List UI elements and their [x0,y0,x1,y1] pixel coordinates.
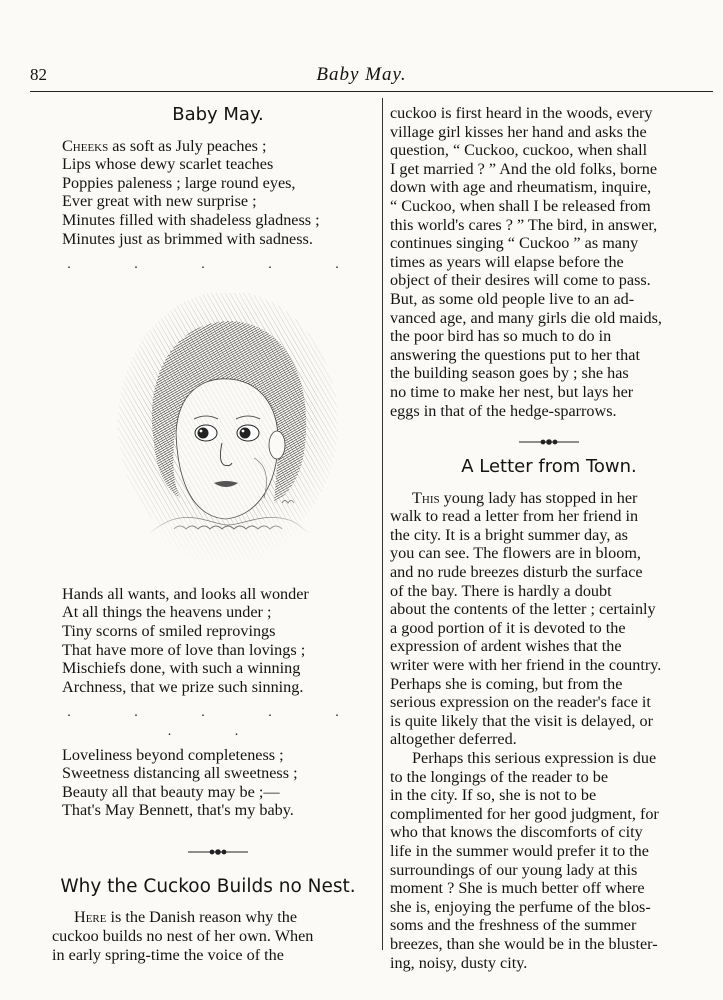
prose-line: moment ? She is much better off where [390,879,645,898]
prose-line: soms and the freshness of the summer [390,916,637,935]
verse-line: That's May Bennett, that's my baby. [62,801,294,820]
prose-line: “ Cuckoo, when shall I be released from [390,196,651,215]
prose-line: complimented for her good judgment, for [390,804,659,823]
poem-title: Baby May. [172,104,264,125]
prose-line: in early spring-time the voice of the [52,945,284,964]
verse-line: Mischiefs done, with such a winning [62,659,301,678]
prose-line: Perhaps she is coming, but from the [390,674,623,693]
verse-line: Poppies paleness ; large round eyes, [62,173,296,192]
verse-line: Tiny scorns of smiled reprovings [62,621,276,640]
prose-line: about the contents of the letter ; certainly [390,600,656,619]
letter-article-title: A Letter from Town. [461,456,637,478]
prose-line: who that knows the discomforts of city [390,823,643,842]
verse-line: Hands all wants, and looks all wonder [62,584,309,603]
cuckoo-article-continued [390,104,708,420]
page-number: 82 [30,65,47,84]
prose-line: cuckoo is first heard in the woods, every [390,104,653,122]
prose-line: down with age and rheumatism, inquire, [390,178,652,197]
section-ornament [519,436,579,448]
prose-line: ing, noisy, dusty city. [390,953,528,972]
verse-line: At all things the heavens under ; [62,603,272,622]
verse-line: Minutes just as brimmed with sadness. [62,229,313,248]
prose-line: altogether deferred. [390,730,517,749]
section-ornament [188,846,248,858]
letter-paragraph-2 [390,749,708,972]
prose-line: and no rude breezes disturb the surface [390,563,643,582]
prose-line: expression of ardent wishes that the [390,637,622,656]
verse-line: Sweetness distancing all sweetness ; [62,764,298,783]
letter-paragraph-1 [390,489,708,749]
prose-line: question, “ Cuckoo, cuckoo, when shall [390,141,648,160]
verse-line: Lips whose dewy scarlet teaches [62,155,274,174]
verse-line: Beauty all that beauty may be ;— [62,782,280,801]
prose-line: Here is the Danish reason why the [74,908,298,927]
prose-line: village girl kisses her hand and asks the [390,122,647,141]
poem-stanza-1 [62,137,374,249]
baby-portrait-illustration [114,293,342,571]
prose-line: answering the questions put to her that [390,345,640,364]
prose-line: this world's cares ? ” The bird, in answer, [390,215,658,234]
prose-line: the building season goes by ; she has [390,364,629,383]
prose-line: in the city. If so, she is not to be [390,786,597,805]
poem-stanza-2 [62,585,374,697]
prose-line: vanced age, and many girls die old maids, [390,308,662,327]
running-title: Baby May. [316,64,407,85]
prose-line: surroundings of our young lady at this [390,860,638,879]
prose-line: no time to make her nest, but lays her [390,382,634,401]
verse-line: Loveliness beyond completeness ; [62,745,284,764]
prose-line: writer were with her friend in the country. [390,656,662,675]
prose-line: Perhaps this serious expression is due [412,749,657,767]
right-column [390,104,708,972]
poem-stanza-3 [62,746,374,820]
prose-line: a good portion of it is devoted to the [390,618,626,637]
prose-line: times as years will elapse before the [390,252,624,271]
cuckoo-article-left [52,908,374,964]
verse-line: Ever great with new surprise ; [62,192,257,211]
verse-line: Archness, that we prize such sinning. [62,677,304,696]
prose-line: walk to read a letter from her friend in [390,507,639,526]
prose-line: breezes, than she would be in the bluster- [390,934,658,953]
prose-line: the poor bird has so much to do in [390,327,612,346]
prose-line: of the bay. There is hardly a doubt [390,581,612,600]
prose-line: she is, enjoying the perfume of the blos- [390,897,651,916]
prose-line: continues singing “ Cuckoo ” as many [390,234,639,253]
left-column [52,100,374,964]
verse-line: That have more of love than lovings ; [62,640,306,659]
header-rule [30,91,713,92]
cuckoo-article-title: Why the Cuckoo Builds no Nest. [60,875,356,897]
prose-line: life in the summer would prefer it to the [390,841,649,860]
prose-line: I get married ? ” And the old folks, borne [390,159,658,178]
stanza-separator: . . . . . . . [67,705,369,739]
prose-line: you can see. The flowers are in bloom, [390,544,641,563]
prose-line: cuckoo builds no nest of her own. When [52,927,314,946]
verse-line: Cheeks as soft as July peaches ; [62,136,267,155]
stanza-separator: . . . . . [67,257,369,273]
prose-line: eggs in that of the hedge-sparrows. [390,401,617,420]
column-divider [382,98,383,950]
prose-line: to the longings of the reader to be [390,767,609,786]
prose-line: But, as some old people live to an ad- [390,289,635,308]
verse-line: Minutes filled with shadeless gladness ; [62,210,320,229]
prose-line: the city. It is a bright summer day, as [390,525,628,544]
prose-line: This young lady has stopped in her [412,488,638,507]
baby-portrait-image [114,293,342,571]
prose-line: object of their desires will come to pass. [390,271,651,290]
prose-line: serious expression on the reader's face it [390,693,651,712]
prose-line: is quite likely that the visit is delayed, or [390,711,653,730]
